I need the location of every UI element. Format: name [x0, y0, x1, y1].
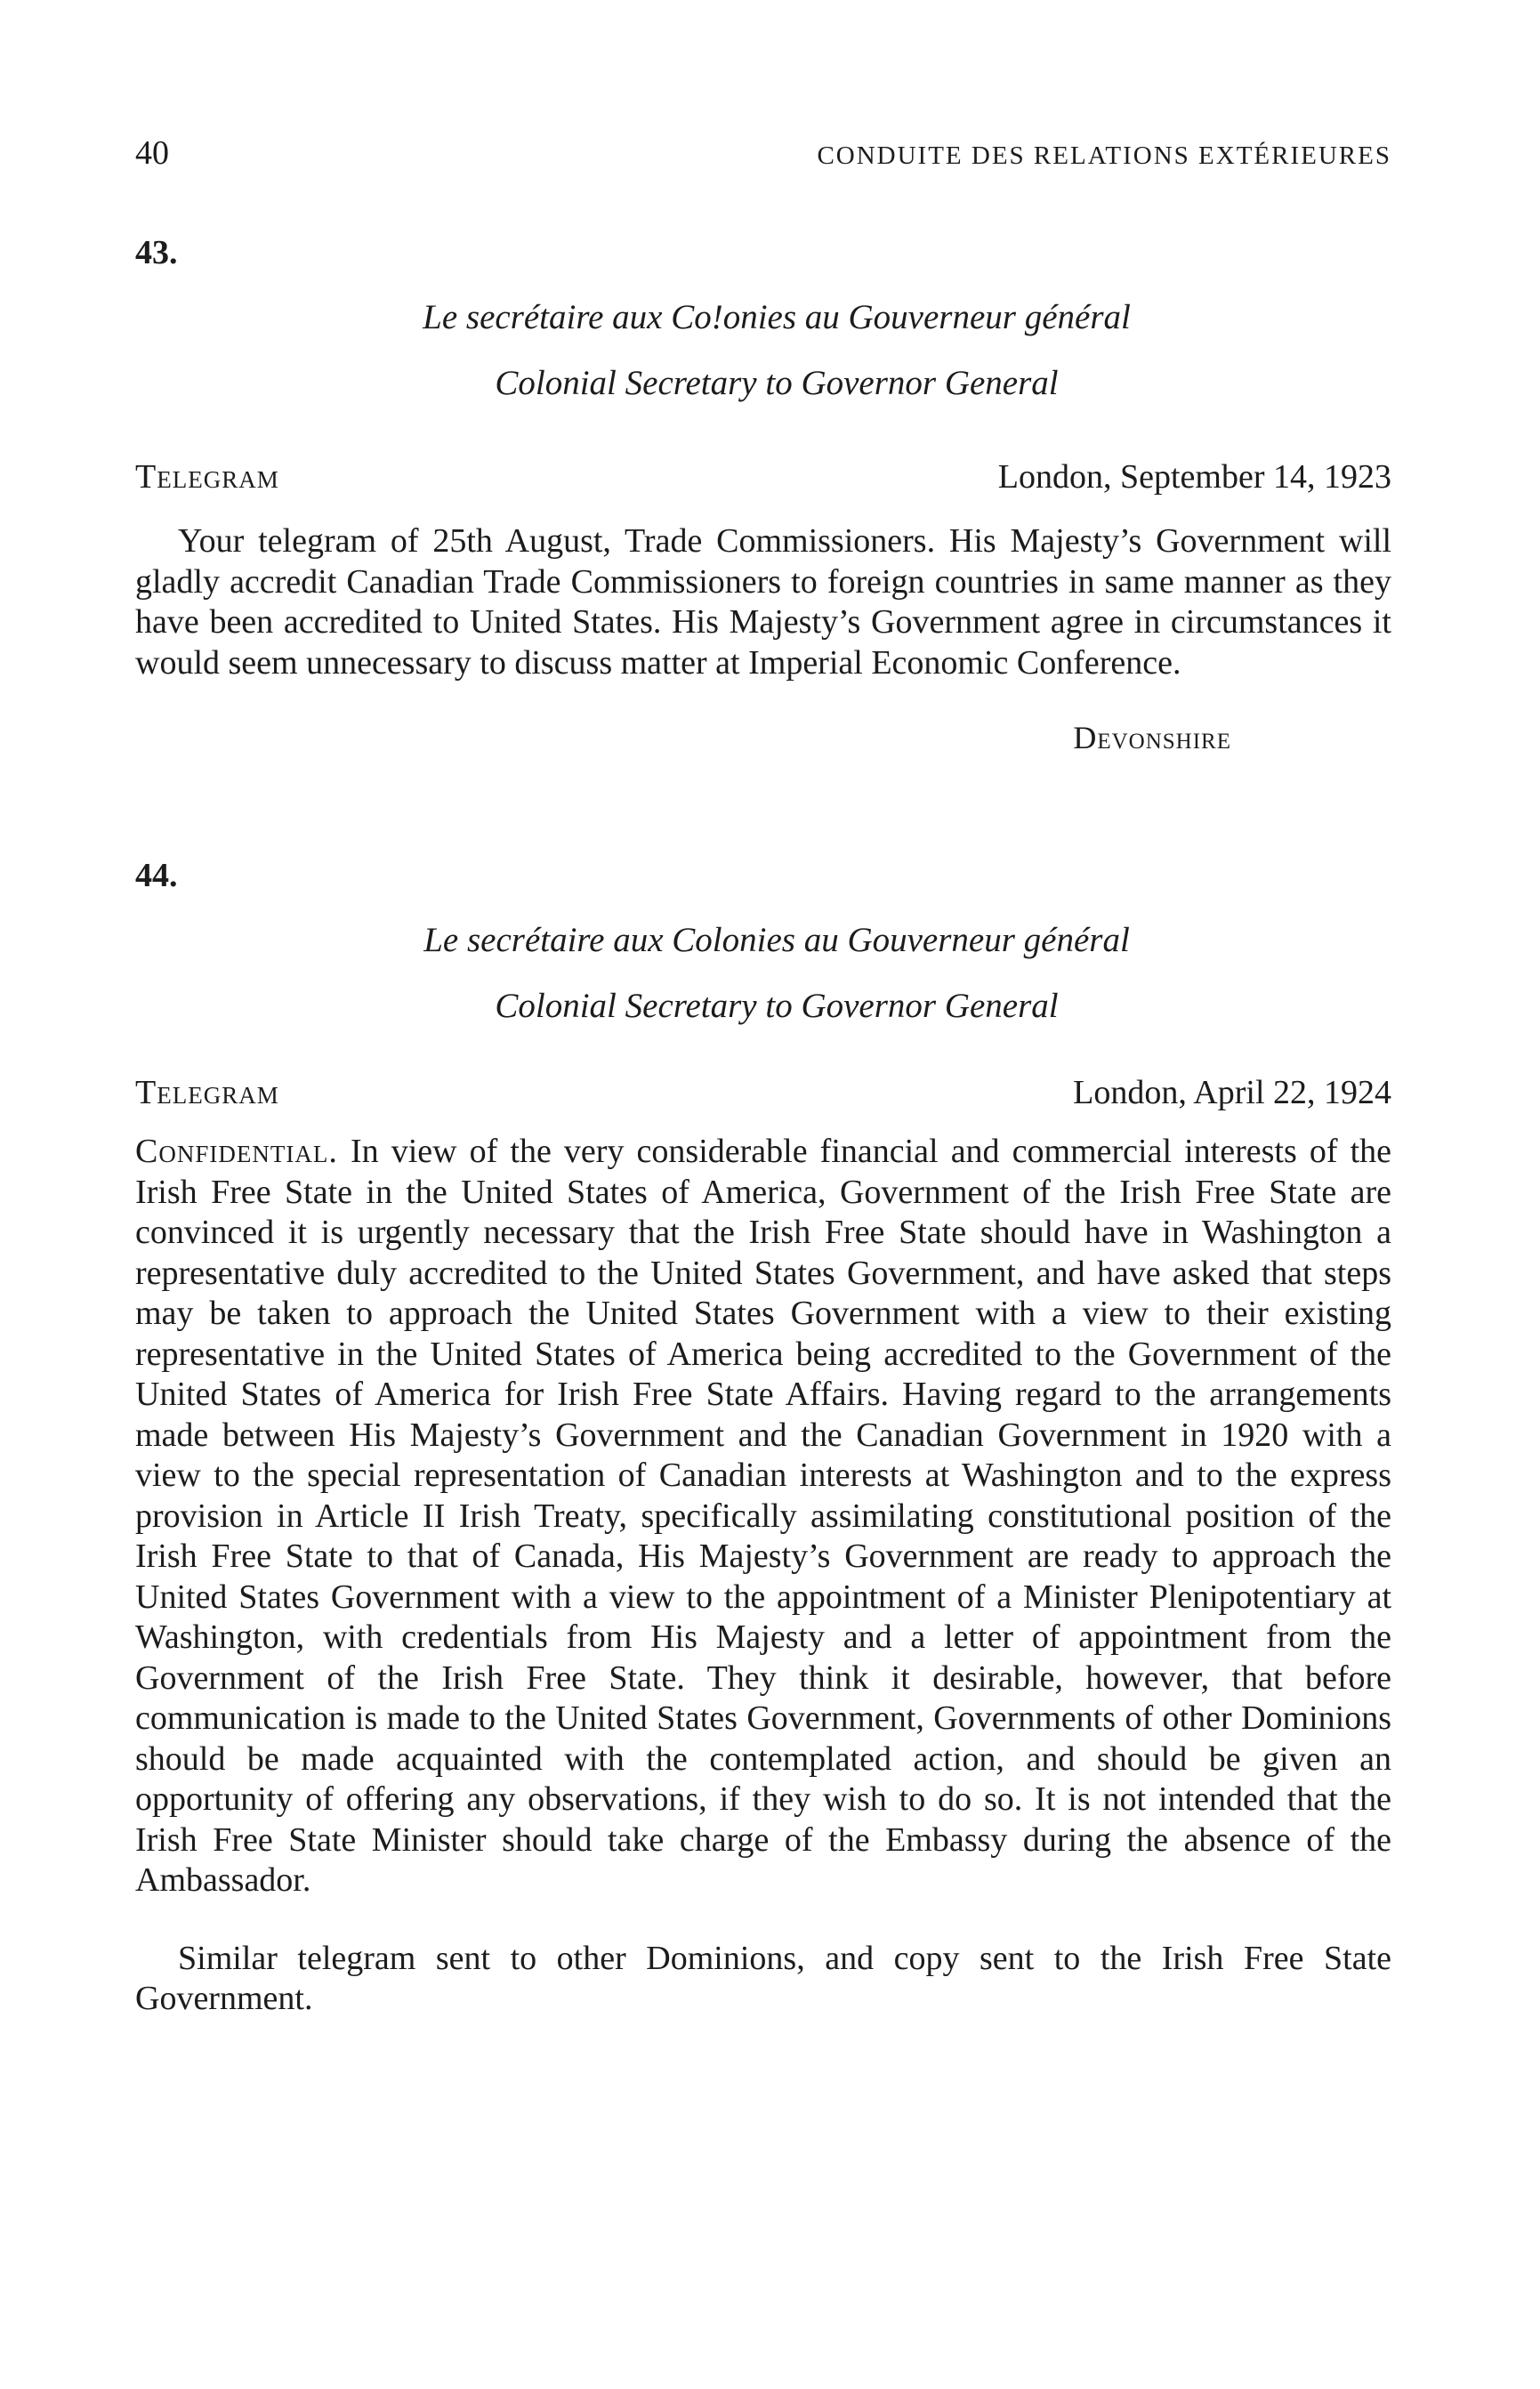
document-type: Telegram: [135, 1074, 279, 1111]
distribution-note: Similar telegram sent to other Dominions, and copy sent to the Irish Free State Government.: [135, 1939, 1391, 2017]
telegram-meta: [135, 1073, 1391, 1112]
document-number: 43.: [135, 234, 178, 271]
page: [135, 133, 1391, 2054]
telegram-body: Your telegram of 25th August, Trade Commissioners. His Majesty’s Government will gladly accredit Canadian Trade Commissioners to foreign countries in same manner as they have been accredited to United States. His Majesty’s Government agree in circumstances it would seem unnecessary to discuss matter at Imperial Economic Conference.: [135, 522, 1391, 682]
document-44: [135, 856, 1391, 2020]
document-type: Telegram: [135, 458, 279, 496]
heading-french: Le secrétaire aux Colonies au Gouverneur général: [423, 921, 1130, 959]
heading-english: Colonial Secretary to Governor General: [495, 987, 1059, 1025]
classification-label: Confidential.: [135, 1133, 338, 1170]
heading-french: Le secrétaire aux Co!onies au Gouverneur général: [423, 298, 1131, 336]
running-title: CONDUITE DES RELATIONS EXTÉRIEURES: [817, 141, 1391, 170]
page-number: 40: [135, 134, 169, 172]
document-number: 44.: [135, 857, 178, 894]
place-date: London, April 22, 1924: [1073, 1074, 1391, 1111]
telegram-meta: [135, 457, 1391, 496]
document-43: [135, 233, 1391, 756]
telegram-body: [135, 1132, 1391, 1901]
heading-english: Colonial Secretary to Governor General: [495, 364, 1059, 402]
running-head: [135, 133, 1391, 205]
place-date: London, September 14, 1923: [997, 458, 1391, 496]
signature: Devonshire: [1073, 720, 1231, 755]
telegram-body-text: In view of the very considerable financial and commercial interests of the Irish Free State in the United States of America, Government of the Irish Free State are convinced it is urgently necessary that the Irish Free State should have in Washington a representative duly accredited to the United States Government, and have asked that steps may be taken to approach the United States Government with a view to their existing representative in the United States of America being accredited to the Government of the United States of America for Irish Free State Affairs. Having regard to the arrangements made between His Majesty’s Government and the Canadian Government in 1920 with a view to the special representation of Canadian interests at Washington and to the express provision in Article II Irish Treaty, specifically assimilating constitutional position of the Irish Free State to that of Canada, His Majesty’s Government are ready to approach the United States Government with a view to the appointment of a Minister Plenipotentiary at Washington, with credentials from His Majesty and a letter of appointment from the Government of the Irish Free State. They think it desirable, however, that before communication is made to the United States Government, Governments of other Dominions should be made acquainted with the contemplated action, and should be given an opportunity of offering any observations, if they wish to do so. It is not intended that the Irish Free State Minister should take charge of the Embassy during the absence of the Ambassador.: [135, 1133, 1392, 1899]
